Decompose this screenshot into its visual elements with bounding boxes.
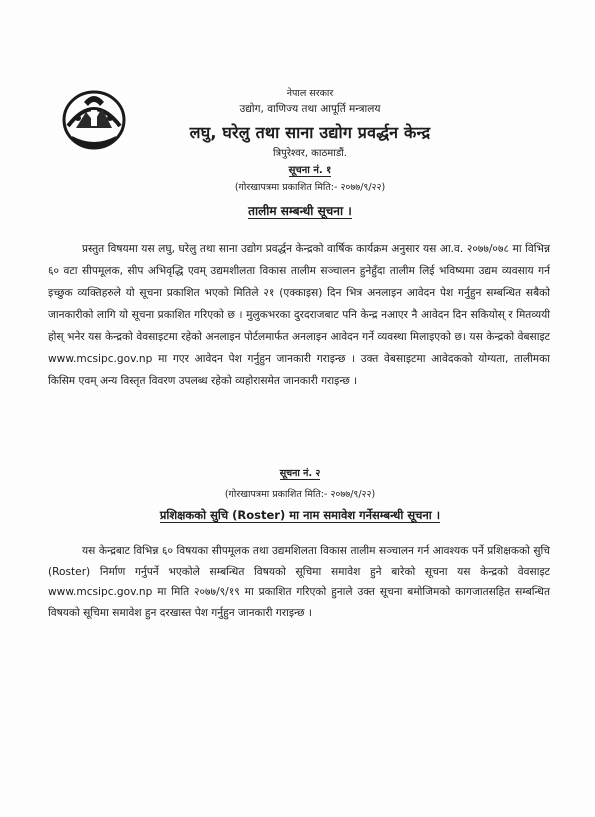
office-address: त्रिपुरेश्वर, काठमाडौं. <box>273 148 347 159</box>
office-name: लघु, घरेलु तथा साना उद्योग प्रवर्द्धन केन्द्र <box>189 123 431 142</box>
nepal-emblem-icon <box>58 82 130 154</box>
notice2-body: यस केन्द्रबाट विभिन्न ६० विषयका सीपमूलक तथा उद्यमशिलता विकास तालीम सञ्चालन गर्न आवश्यक पर्ने प्रशिक्षकको सुचि (Roster) निर्माण गर्नुपर्ने भएकोले सम्बन्धित विषयको सूचिमा समावेश हुने बारेको सूचना यस केन्द्रको वेवसाइट www.mcsipc.gov.np मा मिति २०७७/९/१९ मा प्रकाशित गरिएको हुनाले उक्त सूचना बमोजिमको कागजातसहित सम्बन्धित विषयको सूचिमा समावेश हुन दरखास्त पेश गर्नुहुन जानकारी गराइन्छ । <box>48 545 550 619</box>
notice2-title: प्रशिक्षकको सुचि (Roster) मा नाम समावेश गर्नेसम्बन्धी सूचना । <box>159 508 441 522</box>
notice1-number-row <box>130 162 490 176</box>
notice2-number: सूचना नं. २ <box>279 468 321 479</box>
notice2-number-row <box>150 466 450 479</box>
notice1-title: तालीम सम्बन्धी सूचना । <box>248 204 352 218</box>
notice1-number: सूचना नं. १ <box>288 165 332 176</box>
notice2-published-date: (गोरखापत्रमा प्रकाशित मिति:- २०७७/९/२२) <box>224 489 376 500</box>
ministry-name: उद्योग, वाणिज्य तथा आपूर्ति मन्त्रालय <box>239 103 381 115</box>
notice2-title-row <box>60 508 540 523</box>
notice1-title-row <box>60 202 540 219</box>
notice1-published-date: (गोरखापत्रमा प्रकाशित मिति:- २०७७/९/२२) <box>234 182 386 193</box>
government-name: नेपाल सरकार <box>286 88 334 99</box>
notice1-body: प्रस्तुत विषयमा यस लघु, घरेलु तथा साना उद्योग प्रवर्द्धन केन्द्रको वार्षिक कार्यक्रम अनुसार यस आ.व. २०७७/०७८ मा विभिन्न ६० वटा सीपमूलक, सीप अभिवृद्धि एवम् उद्यमशीलता विकास तालीम सञ्चालन हुनेहुँदा तालीम लिई भविष्यमा उद्यम व्यवसाय गर्न इच्छुक व्यक्तिहरुले यो सूचना प्रकाशित भएको मितिले २१ (एक्काइस) दिन भित्र अनलाइन आवेदन पेश गर्नुहुन सम्बन्धित सबैको जानकारीको लागि यो सूचना प्रकाशित गरिएको छ । मुलुकभरका दुरदराजबाट पनि केन्द्र नआएर नै आवेदन दिन सकियोस् र मितव्ययी होस् भनेर यस केन्द्रको वेवसाइटमा रहेको अनलाइन पोर्टलमार्फत अनलाइन आवेदन गर्ने व्यवस्था मिलाइएको छ। यस केन्द्रको वेबसाइट www.mcsipc.gov.np मा गएर आवेदन पेश गर्नुहुन जानकारी गराइन्छ । उक्त वेबसाइटमा आवेदकको योग्यता, तालीमका किसिम एवम् अन्य विस्तृत विवरण उपलब्ध रहेको व्यहोरासमेत जानकारी गराइन्छ । <box>48 243 550 387</box>
